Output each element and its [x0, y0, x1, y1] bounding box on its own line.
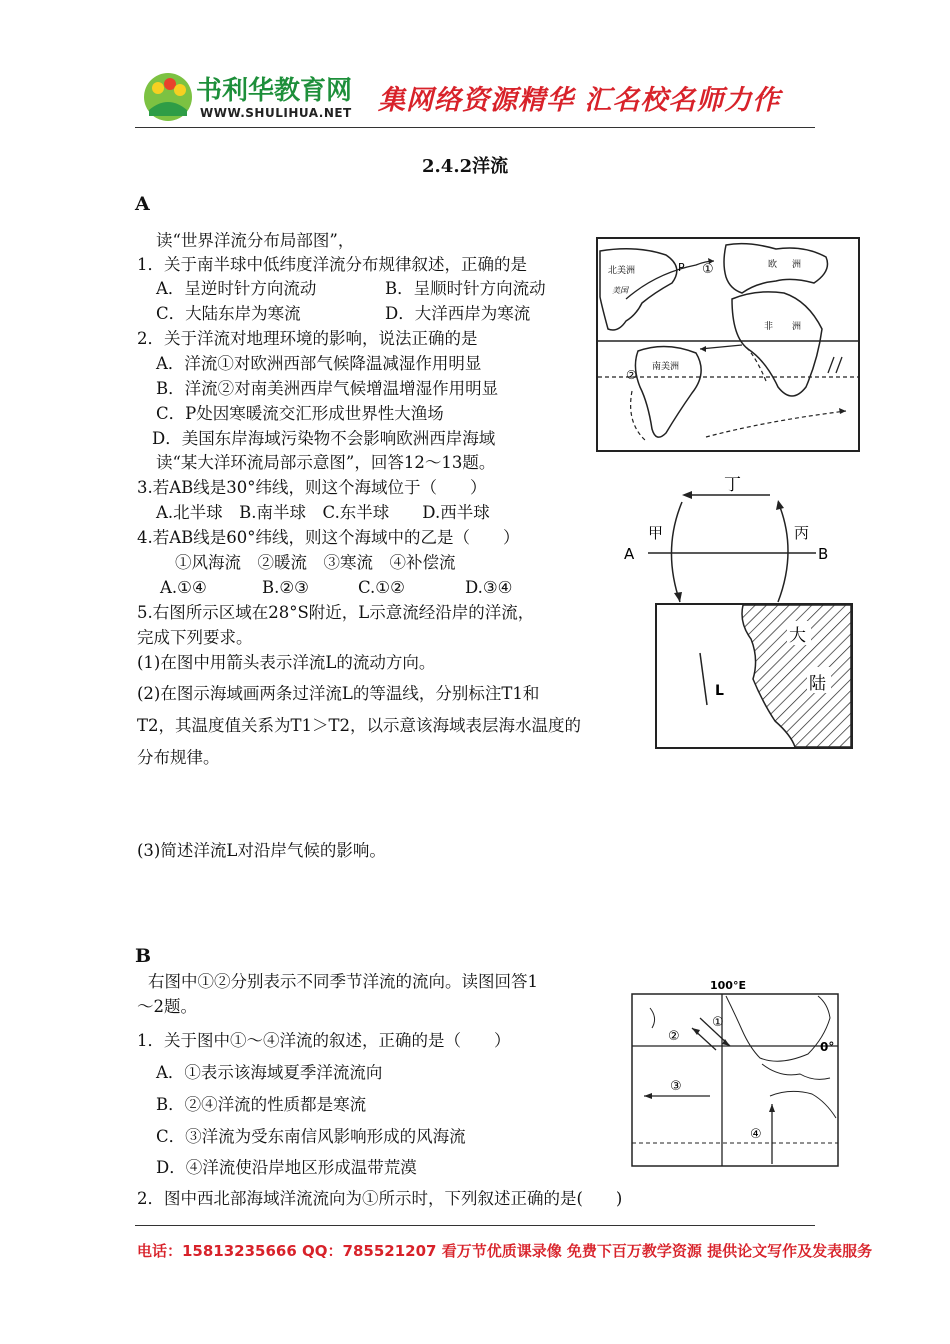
question-2: 2．关于洋流对地理环境的影响，说法正确的是	[137, 329, 478, 348]
footer-contact: 电话：15813235666 QQ：785521207 看万节优质课录像 免费下百万教学资源 提供论文写作及发表服务	[137, 1242, 873, 1260]
label-south-america: 南美洲	[652, 362, 680, 372]
label-africa-a: 非	[764, 322, 774, 332]
section-b-label: B	[135, 945, 152, 967]
intro-1: 读“世界洋流分布局部图”，	[156, 231, 355, 250]
world-current-map	[596, 237, 860, 452]
coast-land-b: 陆	[809, 674, 826, 694]
coast-current-diagram	[655, 603, 853, 749]
section-b-intro-b: ～2题。	[137, 997, 197, 1016]
q5-part-2b: T2，其温度值关系为T1＞T2，以示意该海域表层海水温度的	[137, 716, 582, 735]
indian-marker-1: ①	[712, 1015, 724, 1030]
label-equator: 0°	[820, 1040, 835, 1054]
intro-2: 读“某大洋环流局部示意图”，回答12～13题。	[156, 453, 496, 472]
question-1: 1．关于南半球中低纬度洋流分布规律叙述，正确的是	[137, 255, 527, 274]
logo-mark	[143, 72, 193, 122]
indian-marker-3: ③	[670, 1079, 682, 1094]
q4-option-c: C.①②	[358, 578, 405, 597]
coast-land-a: 大	[789, 626, 806, 646]
footer-divider	[135, 1225, 815, 1226]
coast-current-label: L	[715, 683, 724, 699]
q5-part-3: (3)简述洋流L对沿岸气候的影响。	[137, 841, 386, 860]
indian-marker-2: ②	[668, 1029, 680, 1044]
b-q1-option-d: D．④洋流使沿岸地区形成温带荒漠	[156, 1158, 417, 1177]
indian-marker-4: ④	[750, 1127, 762, 1142]
page-title: 2.4.2洋流	[422, 156, 509, 177]
label-100e: 100°E	[710, 979, 746, 992]
question-5: 5.右图所示区域在28°S附近，L示意流经沿岸的洋流，	[137, 603, 535, 622]
label-europe-b: 洲	[792, 260, 802, 270]
gyre-label-top: 丁	[724, 475, 741, 495]
label-p: P	[678, 261, 685, 274]
indian-ocean-map	[630, 978, 840, 1170]
q4-option-b: B.②③	[262, 578, 309, 597]
question-5-cont: 完成下列要求。	[137, 628, 253, 647]
label-north-america: 北美洲	[608, 266, 636, 276]
q4-option-a: A.①④	[160, 578, 207, 597]
ocean-gyre-diagram	[620, 470, 834, 604]
logo-name: 书利华教育网	[196, 76, 353, 106]
b-q1-option-a: A．①表示该海域夏季洋流流向	[156, 1063, 383, 1082]
section-b-intro-a: 右图中①②分别表示不同季节洋流的流向。读图回答1	[148, 972, 538, 991]
label-africa-b: 洲	[792, 322, 802, 332]
q2-option-d: D．美国东岸海域污染物不会影响欧洲西岸海域	[152, 429, 496, 448]
b-q1-option-c: C．③洋流为受东南信风影响形成的风海流	[156, 1127, 466, 1146]
marker-1: ①	[702, 262, 714, 277]
q5-part-1: (1)在图中用箭头表示洋流L的流动方向。	[137, 653, 436, 672]
b-question-1: 1．关于图中①～④洋流的叙述，正确的是（ ）	[137, 1031, 511, 1050]
header-slogan: 集网络资源精华 汇名校名师力作	[378, 85, 781, 116]
b-q1-option-b: B．②④洋流的性质都是寒流	[156, 1095, 367, 1114]
label-europe-a: 欧	[768, 260, 778, 270]
gyre-point-a: A	[624, 545, 635, 563]
b-question-2: 2．图中西北部海域洋流流向为①所示时，下列叙述正确的是( )	[137, 1189, 623, 1208]
marker-2: ②	[626, 368, 637, 382]
gyre-label-left: 甲	[648, 524, 664, 542]
q1-option-d: D．大洋西岸为寒流	[385, 304, 531, 323]
q1-option-c: C．大陆东岸为寒流	[156, 304, 301, 323]
gyre-label-right: 丙	[794, 524, 810, 542]
q5-part-2a: (2)在图示海域画两条过洋流L的等温线，分别标注T1和	[137, 684, 540, 703]
question-4: 4.若AB线是60°纬线，则这个海域中的乙是（ ）	[137, 528, 520, 547]
q3-options: A.北半球 B.南半球 C.东半球 D.西半球	[156, 503, 490, 522]
section-a-label: A	[135, 193, 150, 215]
header-divider	[135, 127, 815, 128]
q2-option-a: A．洋流①对欧洲西部气候降温减湿作用明显	[156, 354, 482, 373]
q2-option-b: B．洋流②对南美洲西岸气候增温增湿作用明显	[156, 379, 499, 398]
q4-option-d: D.③④	[465, 578, 513, 597]
label-usa: 美国	[612, 286, 628, 295]
q4-items: ①风海流 ②暖流 ③寒流 ④补偿流	[175, 553, 456, 572]
question-3: 3.若AB线是30°纬线，则这个海域位于（ ）	[137, 478, 487, 497]
q1-option-a: A．呈逆时针方向流动	[156, 279, 317, 298]
gyre-point-b: B	[818, 545, 829, 563]
q1-option-b: B．呈顺时针方向流动	[385, 279, 546, 298]
q5-part-2c: 分布规律。	[137, 748, 220, 767]
q2-option-c: C．P处因寒暖流交汇形成世界性大渔场	[156, 404, 444, 423]
logo-url: WWW.SHULIHUA.NET	[200, 106, 352, 120]
